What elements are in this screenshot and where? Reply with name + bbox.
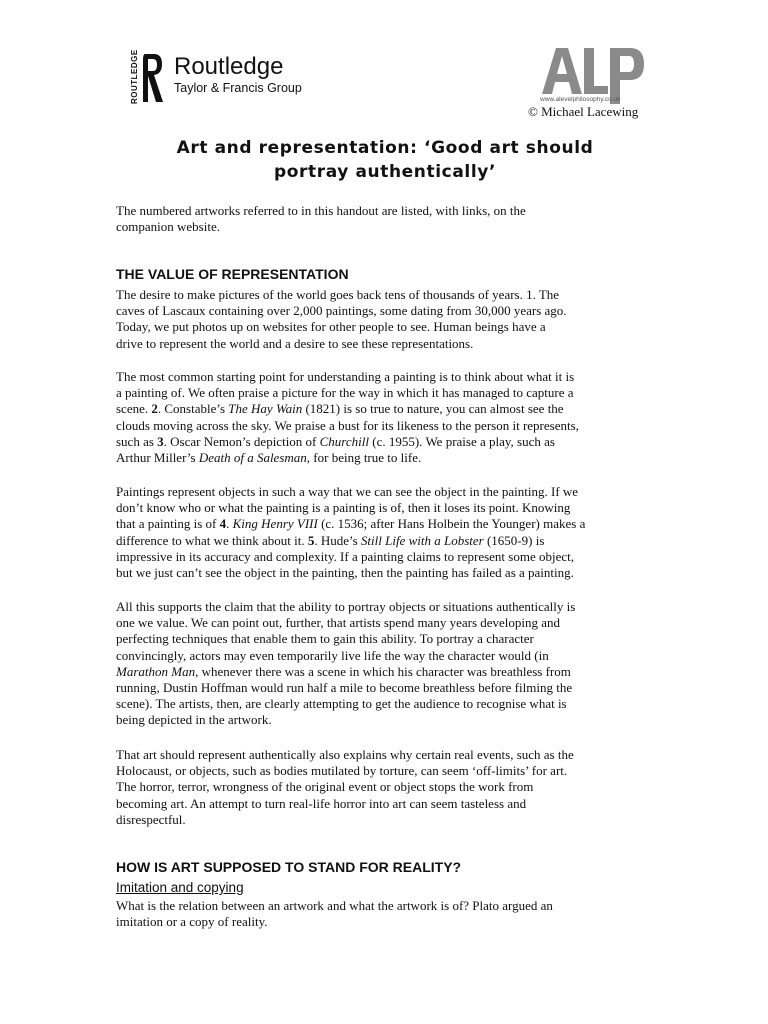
text-run: that a painting is of	[116, 516, 220, 532]
routledge-vertical-text: ROUTLEDGE	[130, 49, 139, 104]
artwork-title: King Henry VIII	[232, 516, 318, 532]
text-line: don’t know who or what the painting is a painting is of, then it loses its point. Knowing	[116, 500, 571, 516]
text-line: imitation or a copy of reality.	[116, 914, 268, 930]
text-line	[116, 533, 585, 549]
text-run: scene.	[116, 401, 152, 417]
text-line: convincingly, actors may even temporarily live life the way the character would (in	[116, 647, 549, 663]
text-line: The numbered artworks referred to in this handout are listed, with links, on the	[116, 203, 526, 218]
text-line	[116, 434, 579, 450]
text-line	[116, 450, 579, 466]
title-line-1: Art and representation: ‘Good art should	[176, 138, 594, 158]
copyright-notice: © Michael Lacewing	[528, 104, 639, 119]
alp-url: www.alevelphilosophy.co.uk	[540, 96, 621, 103]
text-run: whenever there was a scene in which his character was breathless from	[198, 663, 571, 679]
section-heading-value-of-representation: THE VALUE OF REPRESENTATION	[116, 266, 349, 282]
artwork-number: 4	[219, 516, 227, 532]
text-line: What is the relation between an artwork and what the artwork is of? Plato argued an	[116, 898, 553, 913]
paragraph-1	[116, 287, 567, 352]
text-run: such as	[116, 433, 158, 449]
text-line: running, Dustin Hoffman would run half a mile to become breathless before filming the	[116, 680, 573, 696]
text-run: for being true to life.	[310, 450, 422, 466]
subheading-imitation-and-copying: Imitation and copying	[116, 880, 244, 895]
text-line: Paintings represent objects in such a way that we can see the object in the painting. If we	[116, 484, 579, 499]
paragraph-2	[116, 369, 579, 466]
text-line	[116, 664, 575, 680]
text-line: Today, we put photos up on websites for other people to see. Human beings have a	[116, 319, 546, 335]
paragraph-4	[116, 599, 575, 729]
text-run: . Constable’s	[157, 401, 229, 417]
routledge-r-mark-icon	[130, 50, 166, 106]
artwork-number: 5	[307, 532, 315, 548]
routledge-logo	[130, 50, 302, 106]
text-line	[116, 401, 579, 417]
text-line: impressive in its accuracy and complexity. If a painting claims to represent some object,	[116, 548, 574, 564]
paragraph-5	[116, 747, 574, 828]
text-run: .	[226, 516, 233, 532]
artwork-number: 3	[157, 433, 164, 449]
text-line: caves of Lascaux containing over 2,000 paintings, some dating from 30,000 years ago.	[116, 303, 567, 319]
text-line: one we value. We can point out, further, that artists spend many years developing and	[116, 615, 561, 631]
text-line: but we just can’t see the object in the painting, then the painting has failed as a painting.	[116, 565, 574, 581]
artwork-title: Churchill	[319, 433, 369, 449]
paragraph-3	[116, 484, 585, 581]
text-line: becoming art. An attempt to turn real-life horror into art can seem tasteless and	[116, 795, 527, 811]
section-heading-how-is-art: HOW IS ART SUPPOSED TO STAND FOR REALITY?	[116, 859, 462, 875]
text-line: The most common starting point for understanding a painting is to think about what it is	[116, 369, 575, 384]
publisher-group: Taylor & Francis Group	[174, 81, 302, 95]
text-line: Holocaust, or objects, such as bodies mutilated by torture, can seem ‘off-limits’ for art.	[116, 763, 568, 779]
text-run: (c. 1536; after Hans Holbein the Younger) makes a	[317, 516, 586, 532]
text-line: scene). The artists, then, are clearly attempting to get the audience to recognise what is	[116, 696, 567, 712]
text-line: clouds moving across the sky. We praise a bust for its likeness to the person it represents,	[116, 417, 579, 433]
text-line: drive to represent the world and a desire to see these representations.	[116, 335, 474, 351]
paragraph-6	[116, 898, 553, 930]
text-run: (c. 1955). We praise a play, such as	[369, 433, 555, 449]
text-line: The desire to make pictures of the world goes back tens of thousands of years. 1. The	[116, 287, 560, 302]
text-run: difference to what we think about it.	[116, 532, 308, 548]
text-line: The horror, terror, wrongness of the original event or object stops the work from	[116, 779, 534, 795]
text-line: companion website.	[116, 219, 220, 235]
document-title	[100, 136, 670, 184]
artwork-title: Still Life with a Lobster	[360, 532, 484, 548]
text-line: a painting of. We often praise a picture for the way in which it has managed to capture a	[116, 385, 574, 401]
publisher-name: Routledge	[174, 53, 284, 80]
text-line: disrespectful.	[116, 811, 186, 827]
intro-paragraph	[116, 203, 526, 235]
title-line-2: portray authentically’	[273, 162, 497, 182]
text-run: Arthur Miller’s	[116, 450, 199, 466]
text-line: being depicted in the artwork.	[116, 712, 272, 728]
artwork-number: 2	[151, 401, 158, 417]
text-run: (1821) is so true to nature, you can almost see the	[302, 401, 564, 417]
text-line: All this supports the claim that the ability to portray objects or situations authentically is	[116, 599, 576, 614]
text-run: . Hude’s	[314, 532, 361, 548]
artwork-title: Death of a Salesman,	[198, 450, 311, 466]
film-title: Marathon Man,	[116, 663, 199, 679]
text-run: (1650-9) is	[483, 532, 545, 548]
text-line: That art should represent authentically also explains why certain real events, such as the	[116, 747, 574, 762]
text-line: perfecting techniques that enable them to gain this ability. To portray a character	[116, 631, 534, 647]
text-line	[116, 516, 585, 532]
text-run: . Oscar Nemon’s depiction of	[163, 433, 320, 449]
artwork-title: The Hay Wain	[228, 401, 303, 417]
